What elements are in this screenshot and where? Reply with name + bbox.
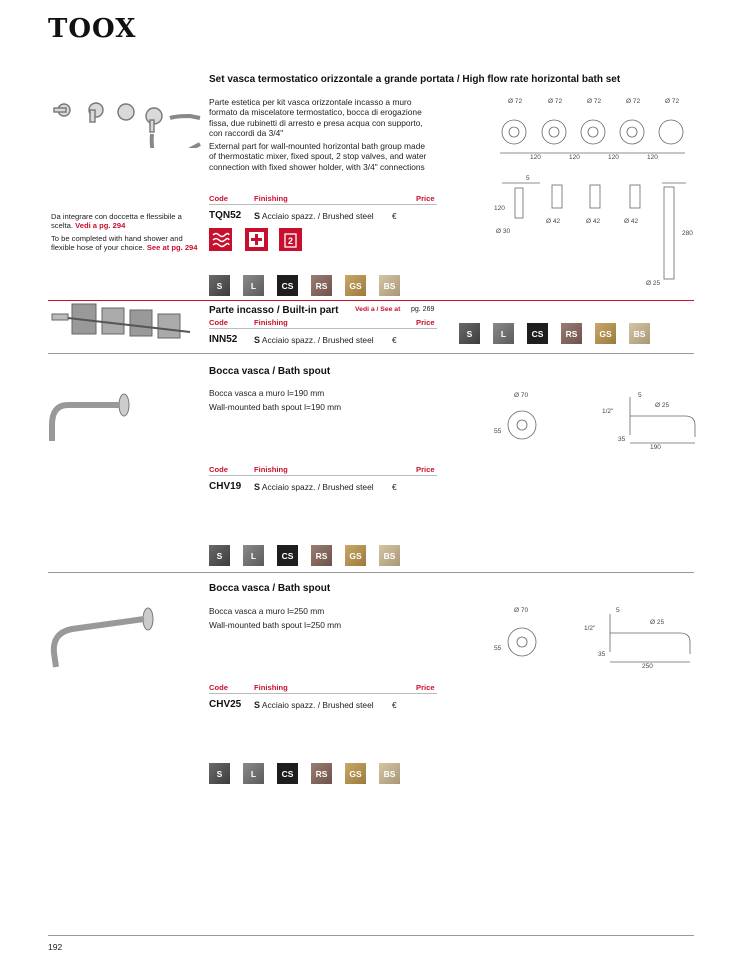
finishing-label: Finishing — [254, 683, 288, 692]
bath-spout-250-illustration — [48, 603, 158, 671]
section-divider — [48, 353, 694, 354]
svg-text:Ø 25: Ø 25 — [650, 619, 665, 626]
svg-text:Ø 42: Ø 42 — [586, 218, 601, 225]
section3-title: Bocca vasca / Bath spout — [209, 583, 331, 594]
svg-text:250: 250 — [642, 663, 653, 670]
brand-logo: TOOX — [48, 14, 137, 44]
product-code: INN52 — [209, 334, 238, 345]
code-label: Code — [209, 683, 228, 692]
price-label: Price — [416, 194, 435, 203]
svg-text:120: 120 — [494, 205, 505, 212]
svg-text:190: 190 — [650, 444, 661, 450]
code-label: Code — [209, 465, 228, 474]
finishing-value: S Acciaio spazz. / Brushed steel — [254, 482, 374, 492]
swatch-bs[interactable]: BS — [629, 323, 650, 344]
swatch-bs[interactable]: BS — [379, 545, 400, 566]
svg-text:Ø 25: Ø 25 — [655, 402, 670, 409]
finishing-label: Finishing — [254, 465, 288, 474]
swatch-l[interactable]: L — [243, 275, 264, 296]
swatch-cs[interactable]: CS — [527, 323, 548, 344]
svg-text:280: 280 — [682, 230, 693, 237]
swatch-gs[interactable]: GS — [595, 323, 616, 344]
page-number: 192 — [48, 942, 63, 952]
svg-text:120: 120 — [569, 154, 580, 161]
swatch-bs[interactable]: BS — [379, 763, 400, 784]
page-reference-link-it[interactable]: Vedi a pg. 294 — [75, 221, 126, 231]
svg-text:1/2": 1/2" — [602, 408, 614, 415]
finishing-label: Finishing — [254, 318, 288, 327]
svg-text:Ø 72: Ø 72 — [508, 98, 523, 105]
divider — [209, 204, 437, 205]
section1-side-note-it: Da integrare con doccetta e flessibile a scelta. Vedi a pg. 294 — [51, 212, 182, 231]
svg-text:35: 35 — [598, 651, 606, 658]
price-currency: € — [392, 482, 397, 492]
builtin-part-illustration — [50, 296, 200, 346]
swatch-s[interactable]: S — [459, 323, 480, 344]
svg-text:5: 5 — [638, 392, 642, 399]
svg-text:1/2": 1/2" — [584, 625, 596, 632]
price-label: Price — [416, 683, 435, 692]
price-currency: € — [392, 700, 397, 710]
swatch-rs[interactable]: RS — [561, 323, 582, 344]
divider — [209, 328, 437, 329]
price-currency: € — [392, 335, 397, 345]
code-label: Code — [209, 318, 228, 327]
swatch-gs[interactable]: GS — [345, 545, 366, 566]
swatch-cs[interactable]: CS — [277, 763, 298, 784]
svg-text:Ø 42: Ø 42 — [624, 218, 639, 225]
section1-desc-en: External part for wall-mounted horizontal bath group made of thermostatic mixer, fixed spout, 2 stop valves, and water connection with fixed shower holder, with 3/4" connections — [209, 141, 427, 172]
section3-desc-it: Bocca vasca a muro l=250 mm — [209, 606, 325, 616]
swatch-l[interactable]: L — [493, 323, 514, 344]
page-reference-link-en[interactable]: See at pg. 294 — [146, 243, 198, 253]
finishing-value: S Acciaio spazz. / Brushed steel — [254, 335, 374, 345]
svg-text:Ø 70: Ø 70 — [514, 392, 529, 399]
svg-text:Ø 70: Ø 70 — [514, 607, 529, 614]
svg-text:Ø 42: Ø 42 — [546, 218, 561, 225]
builtin-part-title: Parte incasso / Built-in part — [209, 305, 339, 316]
code-label: Code — [209, 194, 228, 203]
thermostatic-icon — [209, 228, 232, 251]
svg-text:55: 55 — [494, 428, 502, 435]
divider — [209, 693, 437, 694]
svg-text:120: 120 — [647, 154, 658, 161]
section3-technical-drawing — [490, 602, 700, 670]
swatch-s[interactable]: S — [209, 545, 230, 566]
svg-text:Ø 72: Ø 72 — [587, 98, 602, 105]
swatch-bs[interactable]: BS — [379, 275, 400, 296]
price-currency: € — [392, 211, 397, 221]
section3-desc-en: Wall-mounted bath spout l=250 mm — [209, 620, 342, 630]
section1-technical-drawing — [490, 95, 700, 295]
section2-title: Bocca vasca / Bath spout — [209, 366, 331, 377]
swatch-l[interactable]: L — [243, 545, 264, 566]
section2-desc-en: Wall-mounted bath spout l=190 mm — [209, 402, 342, 412]
swatch-l[interactable]: L — [243, 763, 264, 784]
price-label: Price — [416, 465, 435, 474]
section2-technical-drawing — [490, 385, 700, 450]
finishing-value: S Acciaio spazz. / Brushed steel — [254, 211, 374, 221]
swatch-gs[interactable]: GS — [345, 275, 366, 296]
two-ways-icon — [279, 228, 302, 251]
builtin-part-page: pg. 269 — [411, 306, 435, 313]
swatch-rs[interactable]: RS — [311, 275, 332, 296]
svg-text:120: 120 — [530, 154, 541, 161]
svg-text:5: 5 — [616, 607, 620, 614]
price-label: Price — [416, 318, 435, 327]
swatch-s[interactable]: S — [209, 763, 230, 784]
swatch-s[interactable]: S — [209, 275, 230, 296]
builtin-part-reference[interactable]: Vedi a / See at — [355, 306, 401, 313]
svg-text:120: 120 — [608, 154, 619, 161]
swatch-gs[interactable]: GS — [345, 763, 366, 784]
svg-text:35: 35 — [618, 436, 626, 443]
swatch-rs[interactable]: RS — [311, 763, 332, 784]
section1-title: Set vasca termostatico orizzontale a grande portata / High flow rate horizontal bath set — [209, 74, 621, 85]
footer-divider — [48, 935, 694, 936]
svg-text:Ø 25: Ø 25 — [646, 280, 661, 287]
swatch-rs[interactable]: RS — [311, 545, 332, 566]
svg-text:Ø 72: Ø 72 — [548, 98, 563, 105]
svg-text:Ø 30: Ø 30 — [496, 228, 511, 235]
section2-desc-it: Bocca vasca a muro l=190 mm — [209, 388, 325, 398]
section2-dimension-labels — [494, 392, 669, 450]
swatch-cs[interactable]: CS — [277, 275, 298, 296]
section1-desc-it: Parte estetica per kit vasca orizzontale incasso a muro formato da miscelatore termostatico, bocca di erogazione fissa, due rubinetti di arresto e presa acqua con supporto, con raccordi da 3/4" — [209, 97, 423, 139]
product-code: CHV19 — [209, 481, 242, 492]
svg-text:55: 55 — [494, 645, 502, 652]
bath-set-illustration — [50, 98, 210, 148]
safety-stop-icon — [245, 228, 268, 251]
section-divider — [48, 572, 694, 573]
section3-dimension-labels — [494, 607, 664, 670]
section1-dimension-labels — [494, 98, 693, 287]
finishing-label: Finishing — [254, 194, 288, 203]
svg-text:5: 5 — [526, 175, 530, 182]
bath-spout-190-illustration — [48, 385, 133, 447]
product-code: CHV25 — [209, 699, 242, 710]
swatch-cs[interactable]: CS — [277, 545, 298, 566]
finishing-value: S Acciaio spazz. / Brushed steel — [254, 700, 374, 710]
svg-text:2: 2 — [288, 236, 294, 246]
svg-text:Ø 72: Ø 72 — [626, 98, 641, 105]
product-code: TQN52 — [209, 210, 242, 221]
section1-side-note-en: To be completed with hand shower and flexible hose of your choice. See at pg. 294 — [51, 234, 198, 253]
divider — [209, 475, 437, 476]
svg-text:Ø 72: Ø 72 — [665, 98, 680, 105]
